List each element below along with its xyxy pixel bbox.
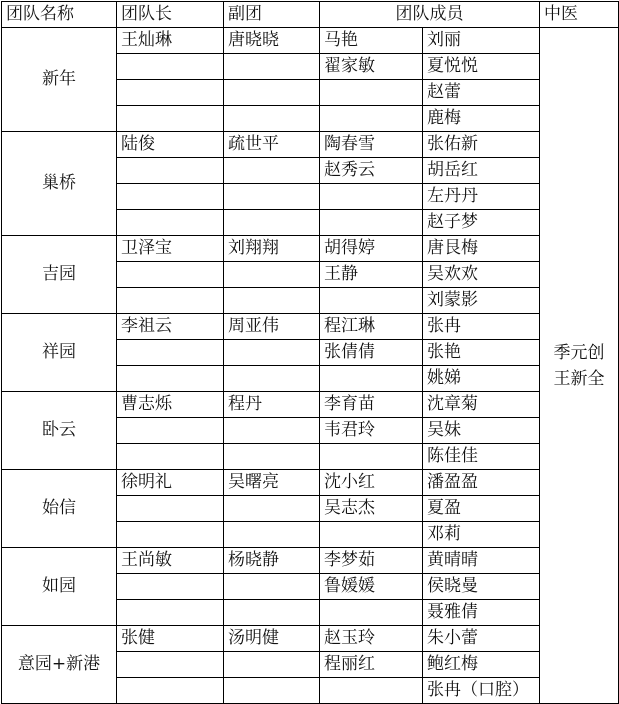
deputy-cell — [224, 54, 320, 80]
team-name-cell: 巢桥 — [2, 132, 117, 236]
deputy-cell — [224, 184, 320, 210]
member-cell: 张倩倩 — [320, 340, 423, 366]
table-row — [2, 28, 619, 54]
member-cell: 刘丽 — [423, 28, 540, 54]
member-cell: 赵子梦 — [423, 210, 540, 236]
deputy-cell — [224, 574, 320, 600]
member-cell: 李梦茹 — [320, 548, 423, 574]
team-name-cell: 祥园 — [2, 314, 117, 392]
member-cell: 唐艮梅 — [423, 236, 540, 262]
member-cell: 侯晓曼 — [423, 574, 540, 600]
member-cell: 夏盈 — [423, 496, 540, 522]
team-name-cell: 卧云 — [2, 392, 117, 470]
member-cell: 胡岳红 — [423, 158, 540, 184]
leader-cell — [117, 210, 224, 236]
team-name-cell: 新年 — [2, 28, 117, 132]
leader-cell: 张健 — [117, 626, 224, 652]
member-cell: 陶春雪 — [320, 132, 423, 158]
leader-cell — [117, 522, 224, 548]
leader-cell — [117, 574, 224, 600]
deputy-cell — [224, 106, 320, 132]
team-name-cell: 吉园 — [2, 236, 117, 314]
leader-cell — [117, 54, 224, 80]
leader-cell — [117, 418, 224, 444]
member-cell: 程江琳 — [320, 314, 423, 340]
member-cell: 夏悦悦 — [423, 54, 540, 80]
member-cell: 赵秀云 — [320, 158, 423, 184]
table-row — [2, 132, 619, 158]
table-row — [2, 314, 619, 340]
header-row — [2, 2, 619, 28]
deputy-cell: 周亚伟 — [224, 314, 320, 340]
leader-cell — [117, 288, 224, 314]
member-cell — [320, 522, 423, 548]
member-cell: 邓莉 — [423, 522, 540, 548]
member-cell: 沈章菊 — [423, 392, 540, 418]
member-cell: 胡得婷 — [320, 236, 423, 262]
member-cell: 张冉（口腔） — [423, 678, 540, 704]
table-row — [2, 470, 619, 496]
deputy-cell — [224, 340, 320, 366]
member-cell: 聂雅倩 — [423, 600, 540, 626]
tcm-doctor-name: 王新全 — [553, 368, 605, 389]
member-cell: 鹿梅 — [423, 106, 540, 132]
deputy-cell — [224, 210, 320, 236]
table-row — [2, 392, 619, 418]
deputy-cell — [224, 366, 320, 392]
leader-cell — [117, 678, 224, 704]
member-cell: 黄晴晴 — [423, 548, 540, 574]
header-tcm: 中医 — [540, 2, 619, 28]
deputy-cell: 汤明健 — [224, 626, 320, 652]
member-cell: 程丽红 — [320, 652, 423, 678]
leader-cell — [117, 340, 224, 366]
member-cell: 韦君玲 — [320, 418, 423, 444]
leader-cell: 卫泽宝 — [117, 236, 224, 262]
deputy-cell: 程丹 — [224, 392, 320, 418]
leader-cell — [117, 600, 224, 626]
deputy-cell — [224, 262, 320, 288]
team-name-cell: 意园+新港 — [2, 626, 117, 704]
leader-cell: 徐明礼 — [117, 470, 224, 496]
deputy-cell — [224, 496, 320, 522]
deputy-cell — [224, 444, 320, 470]
member-cell: 张佑新 — [423, 132, 540, 158]
deputy-cell — [224, 288, 320, 314]
table-row — [2, 548, 619, 574]
leader-cell — [117, 366, 224, 392]
deputy-cell — [224, 158, 320, 184]
deputy-cell: 杨晓静 — [224, 548, 320, 574]
leader-cell — [117, 80, 224, 106]
member-cell: 刘蒙影 — [423, 288, 540, 314]
member-cell: 姚娣 — [423, 366, 540, 392]
leader-cell: 曹志烁 — [117, 392, 224, 418]
member-cell: 陈佳佳 — [423, 444, 540, 470]
team-roster-table — [1, 1, 619, 704]
member-cell — [320, 106, 423, 132]
member-cell: 赵蕾 — [423, 80, 540, 106]
member-cell: 王静 — [320, 262, 423, 288]
member-cell — [320, 600, 423, 626]
member-cell: 张艳 — [423, 340, 540, 366]
roster-body — [2, 28, 619, 704]
header-members: 团队成员 — [320, 2, 540, 28]
tcm-doctor-name: 季元创 — [553, 342, 605, 363]
member-cell: 吴妹 — [423, 418, 540, 444]
member-cell — [320, 366, 423, 392]
table-row — [2, 236, 619, 262]
member-cell: 左丹丹 — [423, 184, 540, 210]
member-cell — [320, 210, 423, 236]
team-name-cell: 如园 — [2, 548, 117, 626]
deputy-cell: 吴曙亮 — [224, 470, 320, 496]
leader-cell — [117, 158, 224, 184]
member-cell: 沈小红 — [320, 470, 423, 496]
header-leader: 团队长 — [117, 2, 224, 28]
leader-cell — [117, 184, 224, 210]
header-deputy: 副团 — [224, 2, 320, 28]
deputy-cell — [224, 418, 320, 444]
deputy-cell — [224, 600, 320, 626]
team-name-cell: 始信 — [2, 470, 117, 548]
member-cell: 朱小蕾 — [423, 626, 540, 652]
leader-cell — [117, 652, 224, 678]
member-cell — [320, 678, 423, 704]
deputy-cell — [224, 678, 320, 704]
deputy-cell — [224, 522, 320, 548]
leader-cell: 王尚敏 — [117, 548, 224, 574]
table-row — [2, 626, 619, 652]
deputy-cell: 刘翔翔 — [224, 236, 320, 262]
leader-cell: 陆俊 — [117, 132, 224, 158]
member-cell — [320, 80, 423, 106]
leader-cell: 李祖云 — [117, 314, 224, 340]
member-cell — [320, 288, 423, 314]
member-cell: 潘盈盈 — [423, 470, 540, 496]
member-cell: 马艳 — [320, 28, 423, 54]
leader-cell — [117, 106, 224, 132]
member-cell: 鲁媛媛 — [320, 574, 423, 600]
leader-cell — [117, 262, 224, 288]
member-cell: 鲍红梅 — [423, 652, 540, 678]
deputy-cell: 唐晓晓 — [224, 28, 320, 54]
member-cell — [320, 444, 423, 470]
tcm-cell — [540, 28, 619, 704]
member-cell: 赵玉玲 — [320, 626, 423, 652]
member-cell: 张冉 — [423, 314, 540, 340]
header-team-name: 团队名称 — [2, 2, 117, 28]
leader-cell — [117, 444, 224, 470]
deputy-cell: 疏世平 — [224, 132, 320, 158]
member-cell: 李育苗 — [320, 392, 423, 418]
deputy-cell — [224, 80, 320, 106]
leader-cell: 王灿琳 — [117, 28, 224, 54]
deputy-cell — [224, 652, 320, 678]
member-cell — [320, 184, 423, 210]
leader-cell — [117, 496, 224, 522]
member-cell: 翟家敏 — [320, 54, 423, 80]
member-cell: 吴欢欢 — [423, 262, 540, 288]
member-cell: 吴志杰 — [320, 496, 423, 522]
